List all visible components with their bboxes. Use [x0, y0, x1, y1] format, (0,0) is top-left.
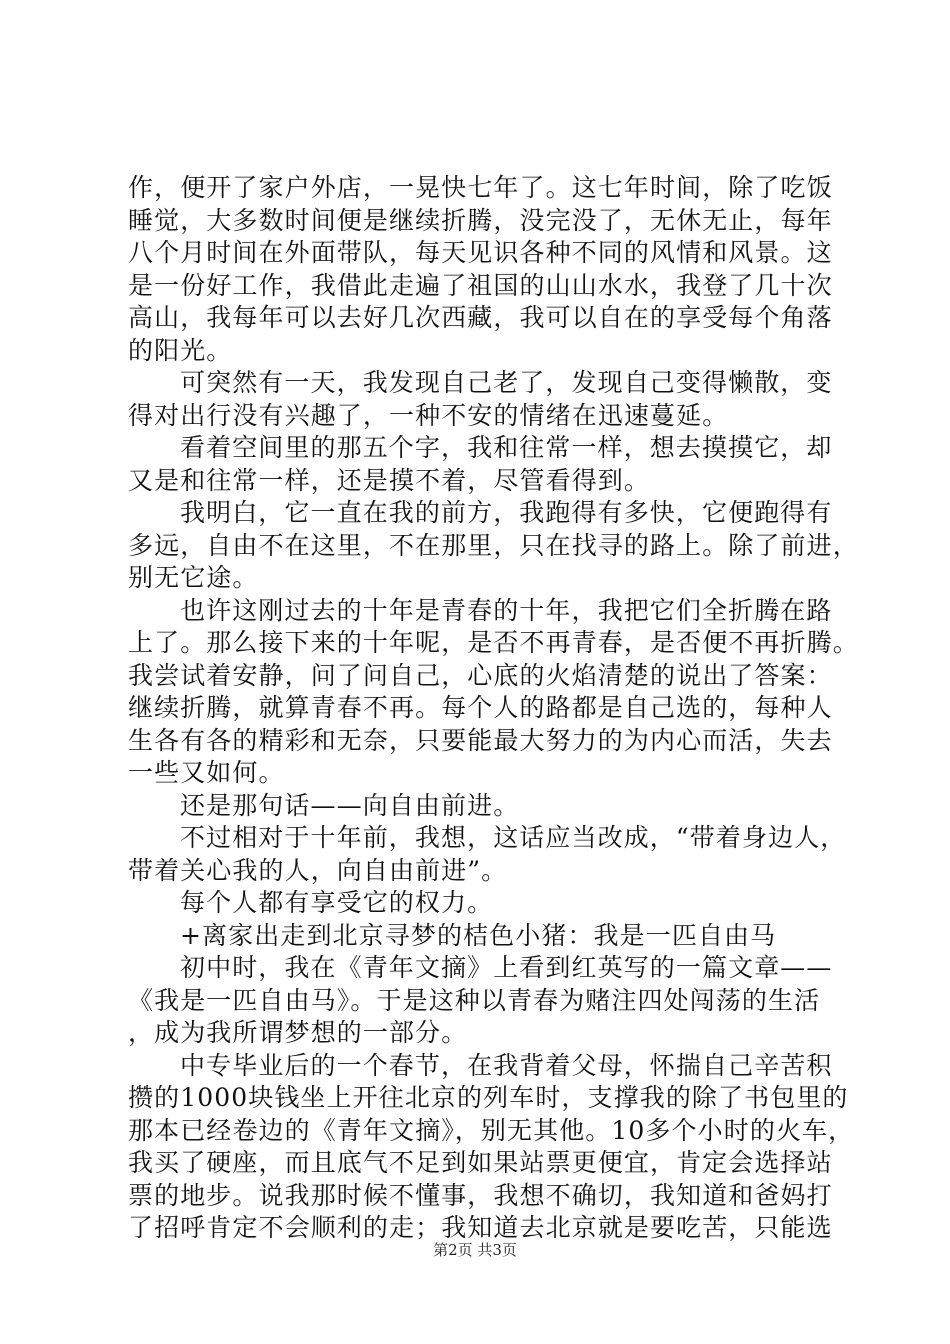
text-line: 上了。那么接下来的十年呢，是否不再青春，是否便不再折腾。 — [128, 628, 859, 657]
text-line: 又是和往常一样，还是摸不着，尽管看得到。 — [128, 465, 651, 495]
text-line: 我买了硬座，而且底气不足到如果站票更便宜，肯定会选择站 — [128, 1148, 833, 1177]
text-line: 每个人都有享受它的权力。 — [180, 888, 494, 917]
text-line: 我明白，它一直在我的前方，我跑得有多快，它便跑得有 — [180, 498, 833, 527]
text-line: 看着空间里的那五个字，我和往常一样，想去摸摸它，却 — [180, 433, 833, 462]
page-footer: 第2页 共3页 — [433, 1241, 517, 1259]
text-line: 不过相对于十年前，我想，这话应当改成，“带着身边人， — [180, 823, 847, 852]
text-line: +离家出走到北京寻梦的桔色小猪：我是一匹自由马 — [180, 920, 777, 950]
text-line: 得对出行没有兴趣了，一种不安的情绪在迅速蔓延。 — [128, 400, 729, 430]
text-line: 的阳光。 — [128, 335, 233, 365]
text-line: 可突然有一天，我发现自己老了，发现自己变得懒散，变 — [180, 368, 833, 397]
text-line: 攒的1000块钱坐上开往北京的列车时，支撑我的除了书包里的 — [128, 1083, 849, 1112]
text-line: 一些又如何。 — [128, 758, 285, 787]
text-line: 是一份好工作，我借此走遍了祖国的山山水水，我登了几十次 — [128, 270, 833, 300]
text-line: ，成为我所谓梦想的一部分。 — [128, 1018, 468, 1047]
text-line: 别无它途。 — [128, 563, 259, 592]
text-line: 也许这刚过去的十年是青春的十年，我把它们全折腾在路 — [180, 595, 833, 625]
text-line: 生各有各的精彩和无奈，只要能最大努力的为内心而活，失去 — [128, 725, 833, 755]
text-line: 了招呼肯定不会顺利的走；我知道去北京就是要吃苦，只能选 — [128, 1213, 833, 1242]
text-line: 中专毕业后的一个春节，在我背着父母，怀揣自己辛苦积 — [180, 1050, 833, 1080]
text-line: 八个月时间在外面带队，每天见识各种不同的风情和风景。这 — [128, 238, 833, 267]
body-text — [128, 172, 859, 1245]
text-line: 作，便开了家户外店，一晃快七年了。这七年时间，除了吃饭 — [128, 173, 833, 202]
text-line: 我尝试着安静，问了问自己，心底的火焰清楚的说出了答案： — [128, 660, 833, 690]
text-line: 多远，自由不在这里，不在那里，只在找寻的路上。除了前进， — [128, 530, 859, 560]
text-line: 高山，我每年可以去好几次西藏，我可以自在的享受每个角落 — [128, 303, 833, 332]
text-line: 那本已经卷边的《青年文摘》，别无其他。10多个小时的火车， — [128, 1115, 855, 1145]
text-line: 还是那句话——向自由前进。 — [180, 790, 520, 820]
text-line: 睡觉，大多数时间便是继续折腾，没完没了，无休无止，每年 — [128, 205, 833, 235]
text-line: 《我是一匹自由马》。于是这种以青春为赌注四处闯荡的生活 — [128, 985, 821, 1015]
text-line: 继续折腾，就算青春不再。每个人的路都是自己选的，每种人 — [128, 693, 833, 722]
text-line: 初中时，我在《青年文摘》上看到红英写的一篇文章—— — [180, 953, 833, 982]
text-line: 带着关心我的人，向自由前进”。 — [128, 855, 508, 885]
text-line: 票的地步。说我那时候不懂事，我想不确切，我知道和爸妈打 — [128, 1180, 833, 1210]
